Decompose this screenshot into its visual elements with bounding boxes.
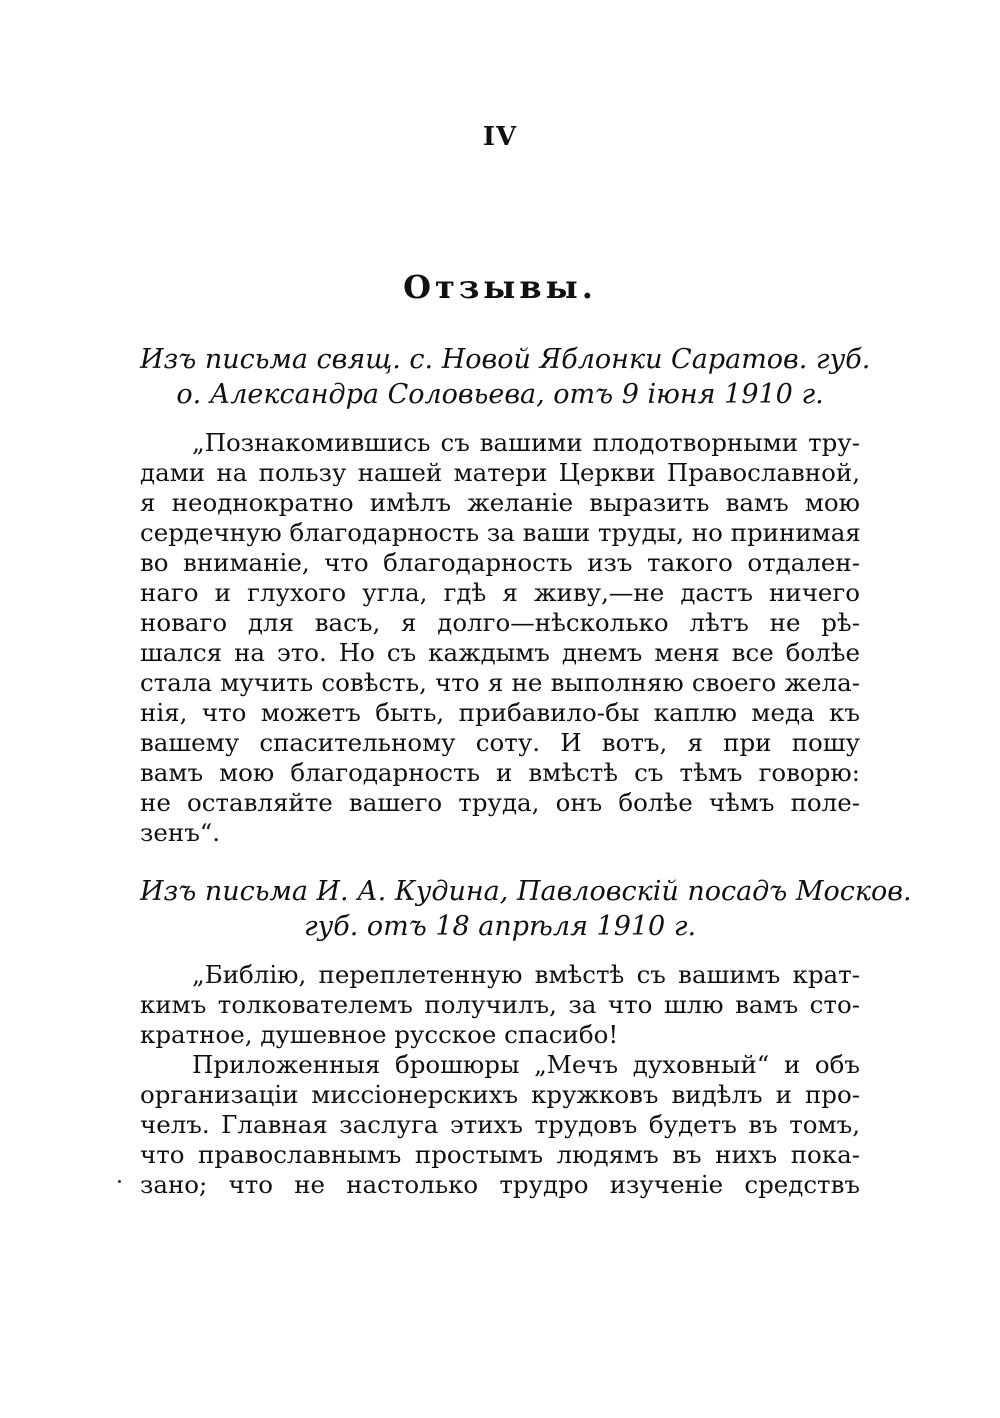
text-line: „Библію, переплетенную вмѣстѣ съ вашимъ крат- — [192, 960, 860, 989]
page-title: Отзывы. — [403, 268, 597, 306]
letter2-attribution — [140, 874, 912, 944]
page-number: IV — [482, 122, 518, 152]
text-line: организаціи миссіонерскихъ кружковъ видѣлъ и про- — [140, 1080, 860, 1109]
text-line: наго и глухого угла, гдѣ я живу,—не дастъ ничего — [140, 578, 860, 607]
letter1-body — [140, 428, 860, 848]
text-line: стала мучить совѣсть, что я не выполняю своего жела- — [140, 668, 860, 697]
letter2-paragraph-1 — [140, 960, 860, 1050]
text-line: дами на пользу нашей матери Церкви Православной, — [140, 458, 860, 487]
text-line: зано; что не настолько трудро изученіе средствъ — [140, 1170, 860, 1199]
text-line: нія, что можетъ быть, прибавило-бы каплю меда къ — [140, 698, 860, 727]
text-line: что православнымъ простымъ людямъ въ нихъ пока- — [140, 1140, 860, 1169]
text-line: „Познакомившись съ вашими плодотворными тру- — [192, 428, 860, 457]
text-line: кимъ толкователемъ получилъ, за что шлю вамъ сто- — [140, 990, 860, 1019]
text-line: зенъ“. — [140, 818, 221, 847]
text-line: я неоднократно имѣлъ желаніе выразить вамъ мою — [140, 488, 860, 517]
text-line: новаго для васъ, я долго—нѣсколько лѣтъ не рѣ- — [140, 608, 860, 637]
text-line: вашему спасительному соту. И вотъ, я при пошу — [140, 728, 860, 757]
text-line: шался на это. Но съ каждымъ днемъ меня все болѣе — [140, 638, 860, 667]
attribution-line: о. Александра Соловьева, отъ 9 іюня 1910 г. — [176, 379, 824, 410]
attribution-line: губ. отъ 18 апрѣля 1910 г. — [303, 911, 697, 942]
text-line: Приложенныя брошюры „Мечъ духовный“ и объ — [192, 1050, 860, 1079]
print-speck — [118, 1180, 121, 1183]
text-line: во вниманіе, что благодарность изъ такого отдален- — [140, 548, 860, 577]
text-line: сердечную благодарность за ваши труды, но принимая — [140, 518, 861, 547]
text-line: не оставляйте вашего труда, онъ болѣе чѣмъ поле- — [140, 788, 860, 817]
attribution-line: Изъ письма свящ. с. Новой Яблонки Саратов. губ. — [140, 344, 871, 375]
attribution-line: Изъ письма И. А. Кудина, Павловскій посадъ Москов. — [140, 876, 912, 907]
text-line: вамъ мою благодарность и вмѣстѣ съ тѣмъ говорю: — [140, 758, 860, 787]
letter2-paragraph-2 — [140, 1050, 860, 1200]
text-line: челъ. Главная заслуга этихъ трудовъ будетъ въ томъ, — [140, 1110, 860, 1139]
text-line: кратное, душевное русское спасибо! — [140, 1020, 619, 1049]
letter1-attribution — [140, 342, 871, 412]
